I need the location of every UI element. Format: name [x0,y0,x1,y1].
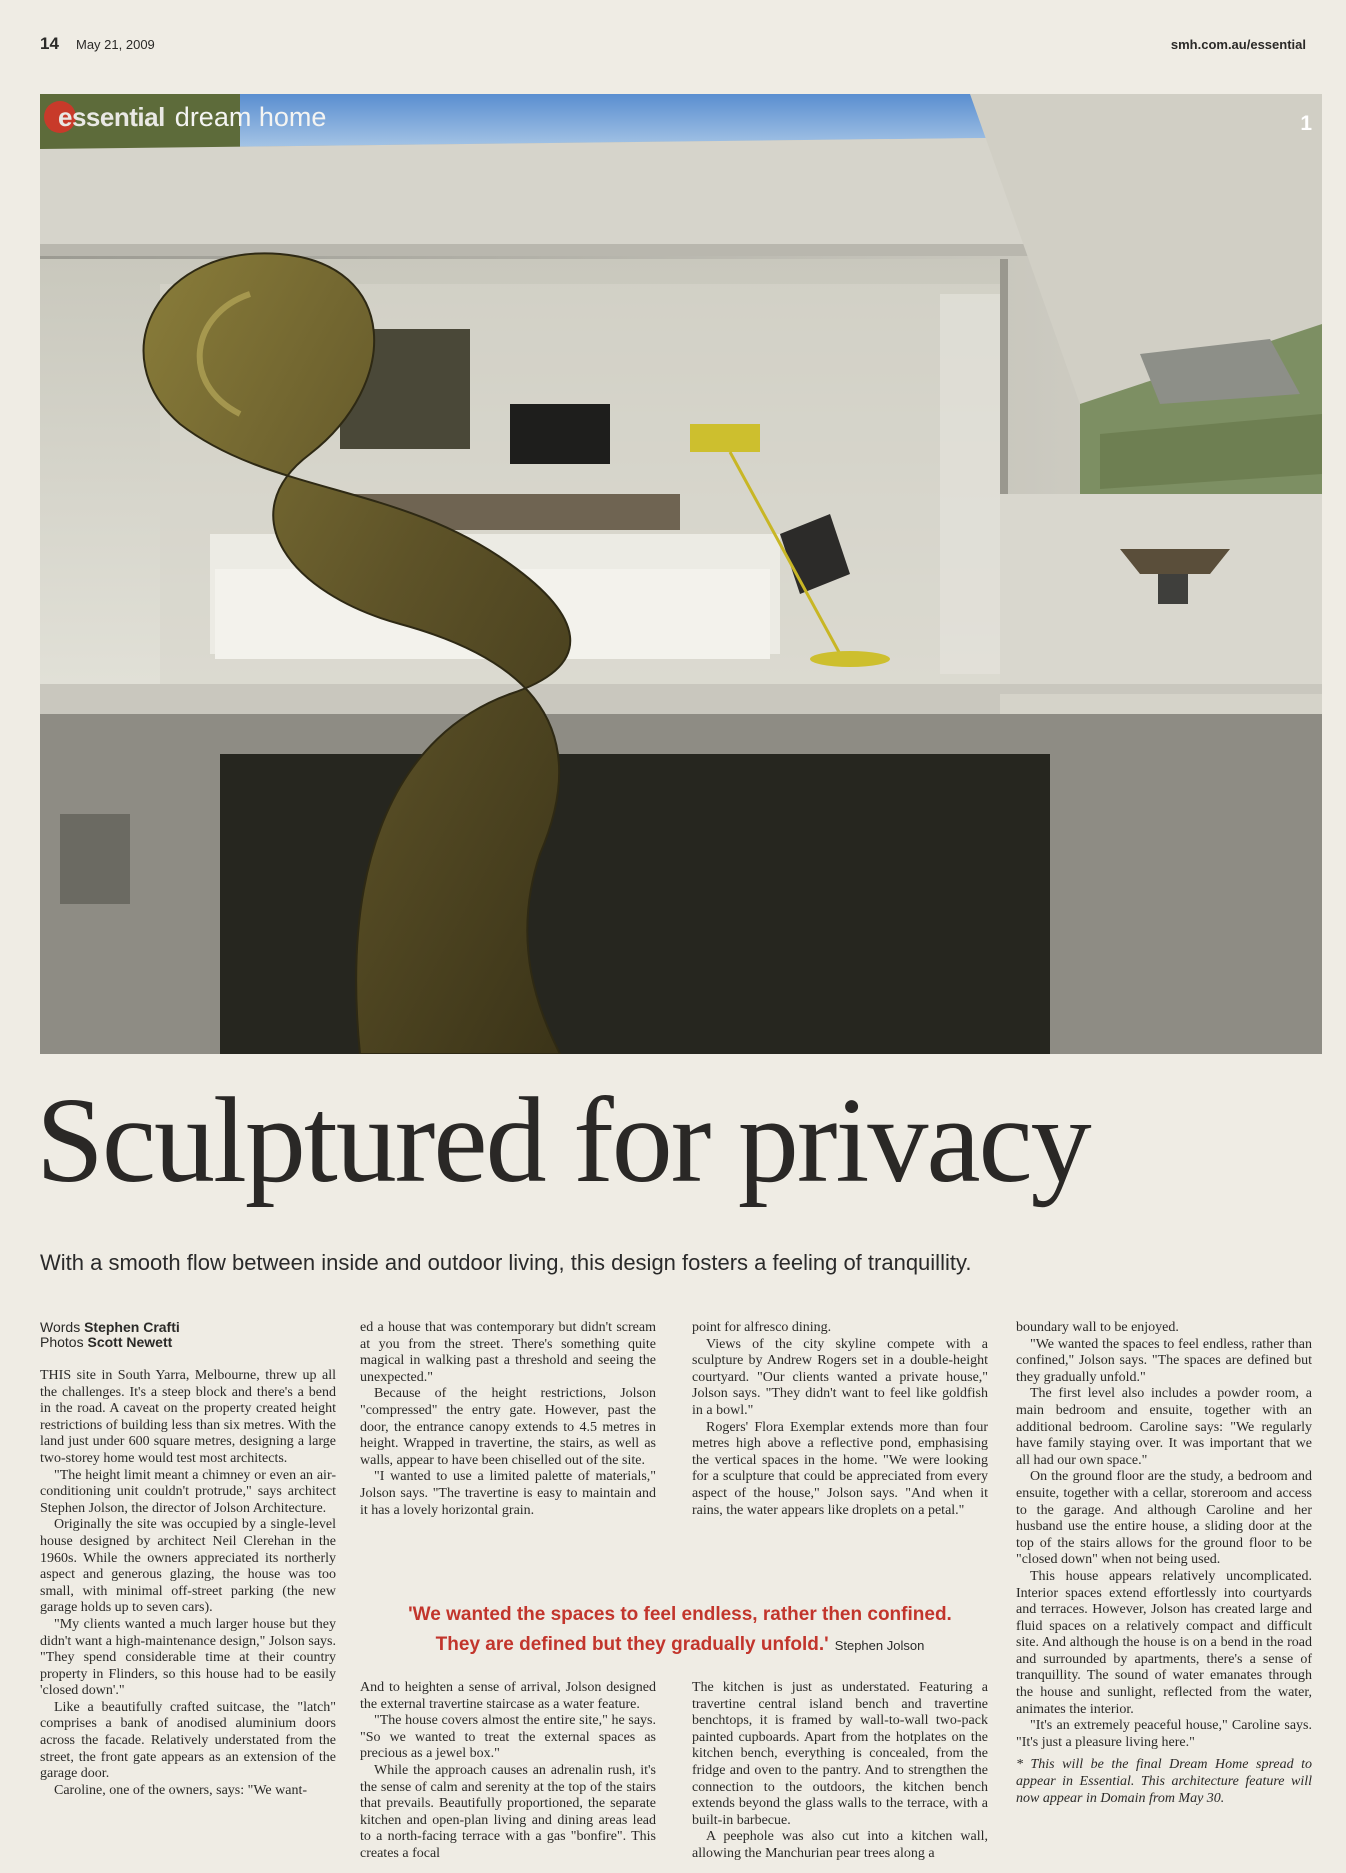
photo-index-number: 1 [1300,112,1312,135]
article-column-2 [360,1320,656,1519]
feature-photo [40,94,1322,1054]
page-number: 14 [40,34,59,53]
pull-quote [360,1600,1000,1661]
paragraph: A peephole was also cut into a kitchen wall, allowing the Manchurian pear trees along a [692,1829,988,1861]
footnote: * This will be the final Dream Home spread to appear in Essential. This architecture feature will now appear in Domain from May 30. [1016,1757,1312,1806]
paragraph: On the ground floor are the study, a bedroom and ensuite, together with a cellar, storeroom and access to the garage. And although Caroline and her husband use the entire house, a sliding door at the top of the stairs allows for the ground floor to be "closed down" when not being used. [1016,1469,1312,1568]
paragraph: boundary wall to be enjoyed. [1016,1320,1179,1335]
paragraph: "The height limit meant a chimney or even an air-conditioning unit couldn't protrude," says architect Stephen Jolson, the director of Jolson Architecture. [40,1467,336,1516]
house-interior-illustration [40,94,1322,1054]
article-column-1 [40,1320,336,1799]
paragraph: Views of the city skyline compete with a sculpture by Andrew Rogers set in a double-height courtyard. "Our clients wanted a private house," Jolson says. "They didn't want to feel like goldfish in a bowl." [692,1336,988,1418]
paragraph: Rogers' Flora Exemplar extends more than four metres high above a reflective pond, emphasising the vertical spaces in the home. "We were looking for a sculpture that could be appreciated from every aspect of the house," Jolson says. "And when it rains, the water appears like droplets on a petal." [692,1419,988,1518]
words-author: Stephen Crafti [84,1319,180,1335]
paragraph: While the approach causes an adrenalin rush, it's the sense of calm and serenity at the top of the stairs that prevails. Beautifully proportioned, the separate kitchen and open-plan living and dining areas lead to a north-facing terrace with a gas "bonfire". This creates a focal [360,1762,656,1861]
article-column-3-lower [692,1680,988,1863]
paragraph: The kitchen is just as understated. Featuring a travertine central island bench and travertine benchtops, it is framed by wall-to-wall two-pack painted cupboards. Apart from the hotplates on the kitchen bench, everything is concealed, from the fridge and oven to the pantry. And to strengthen the connection to the outdoors, the kitchen bench extends beyond the glass walls to the terrace, with a built-in barbecue. [692,1680,988,1828]
pull-quote-line-1: 'We wanted the spaces to feel endless, rather then confined. [408,1604,952,1625]
paragraph: "My clients wanted a much larger house but they didn't want a high-maintenance design," Jolson says. "They spend considerable time at their country property in Flinders, so this house had to be easily 'closed down'." [40,1616,336,1699]
standfirst: With a smooth flow between inside and outdoor living, this design fosters a feeling of tranquillity. [40,1250,972,1275]
article-column-4 [1016,1320,1312,1807]
article-column-2-lower [360,1680,656,1863]
paragraph: ed a house that was contemporary but didn't scream at you from the street. There's something quite magical in walking past a threshold and seeing the unexpected." [360,1320,656,1385]
paragraph: This house appears relatively uncomplicated. Interior spaces extend effortlessly into courtyards and terraces. However, Jolson has created large and fluid spaces on a relatively compact and difficult site. And although the house is on a bend in the road and surrounded by apartments, there's a sense of tranquillity. The sound of water emanates through the house and sunlight, reflected from the water, animates the interior. [1016,1568,1312,1717]
section-branding [44,100,326,134]
paragraph: "We wanted the spaces to feel endless, rather than confined," Jolson says. "The spaces are defined but they gradually unfold." [1016,1336,1312,1385]
paragraph: And to heighten a sense of arrival, Jolson designed the external travertine staircase as a water feature. [360,1680,656,1712]
website-link[interactable]: smh.com.au/essential [1170,37,1306,52]
paragraph: "It's an extremely peaceful house," Caroline says. "It's just a pleasure living here." [1016,1718,1312,1750]
page-header [40,34,1306,58]
paragraph: Caroline, one of the owners, says: "We want- [54,1782,308,1798]
paragraph: The first level also includes a powder room, a main bedroom and ensuite, together with an additional bedroom. Caroline says: "We regularly have family staying over. It was important that we all had our own space." [1016,1386,1312,1468]
pull-quote-attribution: Stephen Jolson [834,1638,925,1653]
paragraph: "I wanted to use a limited palette of materials," Jolson says. "The travertine is easy to maintain and it has a lovely horizontal grain. [360,1469,656,1518]
paragraph: point for alfresco dining. [692,1320,832,1335]
paragraph: Like a beautifully crafted suitcase, the "latch" comprises a bank of anodised aluminium doors across the facade. Relatively understated from the street, the front gate appears as an extension of the garage door. [40,1699,336,1782]
paragraph: Because of the height restrictions, Jolson "compressed" the entry gate. However, past the door, the entrance canopy extends to 4.5 metres in height. Wrapped in travertine, the stairs, as well as walls, appear to have been chiselled out of the site. [360,1386,656,1468]
words-label: Words [40,1319,81,1335]
pull-quote-line-2: They are defined but they gradually unfold.' [435,1634,829,1655]
paragraph: THIS site in South Yarra, Melbourne, threw up all the challenges. It's a steep block and there's a bend in the road. A caveat on the property created height restrictions of building less than six metres. With the land just under 600 square metres, designing a large two-storey home would test most architects. [40,1368,336,1466]
issue-date: May 21, 2009 [76,37,155,52]
paragraph: Originally the site was occupied by a single-level house designed by architect Neil Clerehan in the 1960s. While the owners appreciated its northerly aspect and generous glazing, the house was too small, with minimal off-street parking (the new garage holds up to seven cars). [40,1517,336,1616]
photos-label: Photos [40,1334,84,1350]
headline: Sculptured for privacy [36,1073,1090,1208]
paragraph: "The house covers almost the entire site," he says. "So we wanted to treat the external spaces as precious as a jewel box." [360,1713,656,1762]
article-credits [40,1320,336,1350]
photos-author: Scott Newett [87,1334,173,1350]
section-name: dream home [174,101,327,132]
brand-name: essential [58,101,165,132]
article-column-3 [692,1320,988,1519]
